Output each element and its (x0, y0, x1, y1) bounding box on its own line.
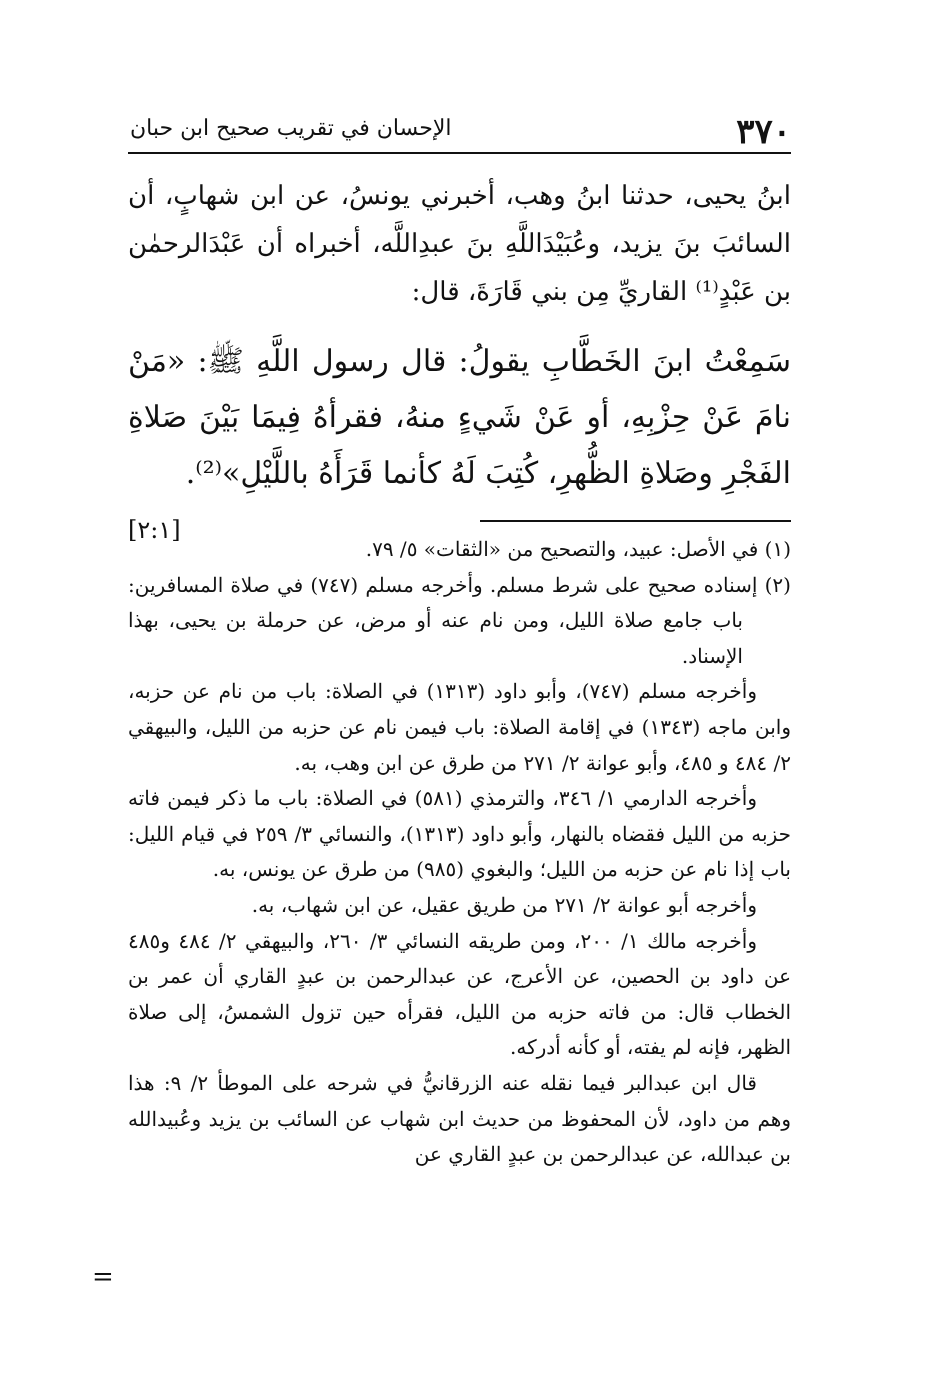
footnote-paragraph: قال ابن عبدالبر فيما نقله عنه الزرقانيُّ في شرحه على الموطأ ٢/ ٩: هذا وهم من داود، لأن المحفوظ من حديث ابن شهاب عن السائب بن يزيد وعُبيدالله بن عبدالله، عن عبدالرحمن بن عبدٍ القاري عن (128, 1070, 791, 1167)
footnote-2: (٢) إسناده صحيح على شرط مسلم. وأخرجه مسلم (٧٤٧) في صلاة المسافرين: باب جامع صلاة الليل، ومن نام عنه أو مرض، عن حرملة بن يحيى، بهذا الإسناد. (128, 572, 791, 668)
running-title: الإحسان في تقريب صحيح ابن حبان (130, 116, 452, 141)
main-text (128, 172, 791, 558)
footnote-1: (١) في الأصل: عبيد، والتصحيح من «الثقات» ٥/ ٧٩. (365, 537, 791, 561)
footnote-paragraph: وأخرجه مالك ١/ ٢٠٠، ومن طريقه النسائي ٣/ ٢٦٠، والبيهقي ٢/ ٤٨٤ و٤٨٥ عن داود بن الحصين، عن الأعرج، عن عبدالرحمن بن عبدٍ القاري أن عمر بن الخطاب قال: من فاته حزبه من الليل، فقرأه حين تزول الشمسُ، إلى صلاة الظهر، فإنه لم يفته، أو كأنه أدركه. (128, 928, 792, 1060)
footnotes (128, 532, 791, 1173)
header-rule (128, 152, 791, 154)
page-number: ٣٧٠ (736, 112, 791, 152)
page-header (130, 112, 791, 152)
isnad-paragraph: ابنُ يحيى، حدثنا ابنُ وهب، أخبرني يونسُ، عن ابن شهابٍ، أن السائبَ بنَ يزيد، وعُبَيْدَاللَّهِ بنَ عبدِاللَّه، أخبراه أن عَبْدَالرحمٰن بن عَبْدٍ⁽¹⁾ القاريِّ مِن بني قَارَةَ، قال: (128, 181, 791, 307)
footnote-paragraph: وأخرجه الدارمي ١/ ٣٤٦، والترمذي (٥٨١) في الصلاة: باب ما ذكر فيمن فاته حزبه من الليل فقضاه بالنهار، وأبو داود (١٣١٣)، والنسائي ٣/ ٢٥٩ في قيام الليل: باب إذا نام عن حزبه من الليل؛ والبغوي (٩٨٥) من طرق عن يونس، به. (128, 786, 791, 882)
hadith-reference: [٢:١] (128, 516, 181, 544)
continuation-mark: = (92, 1262, 114, 1292)
footnote-paragraph: وأخرجه مسلم (٧٤٧)، وأبو داود (١٣١٣) في الصلاة: باب من نام عن حزبه، وابن ماجه (١٣٤٣) في إقامة الصلاة: باب فيمن نام عن حزبه من الليل، والبيهقي ٢/ ٤٨٤ و ٤٨٥، وأبو عوانة ٢/ ٢٧١ من طرق عن ابن وهب، به. (128, 679, 792, 775)
hadith-text: سَمِعْتُ ابنَ الخَطَّابِ يقولُ: قال رسول اللَّهِ ﷺ: «مَنْ نامَ عَنْ حِزْبِهِ، أو عَنْ شَيءٍ منهُ، فقرأهُ فِيمَا بَيْنَ صَلاةِ الفَجْرِ وصَلاةِ الظُّهرِ، كُتِبَ لَهُ كأنما قَرَأَهُ باللَّيْلِ»⁽²⁾. (128, 344, 791, 491)
footnote-paragraph: وأخرجه أبو عوانة ٢/ ٢٧١ من طريق عقيل، عن ابن شهاب، به. (251, 892, 757, 917)
footnote-rule (480, 520, 791, 522)
hadith-paragraph (128, 334, 791, 544)
